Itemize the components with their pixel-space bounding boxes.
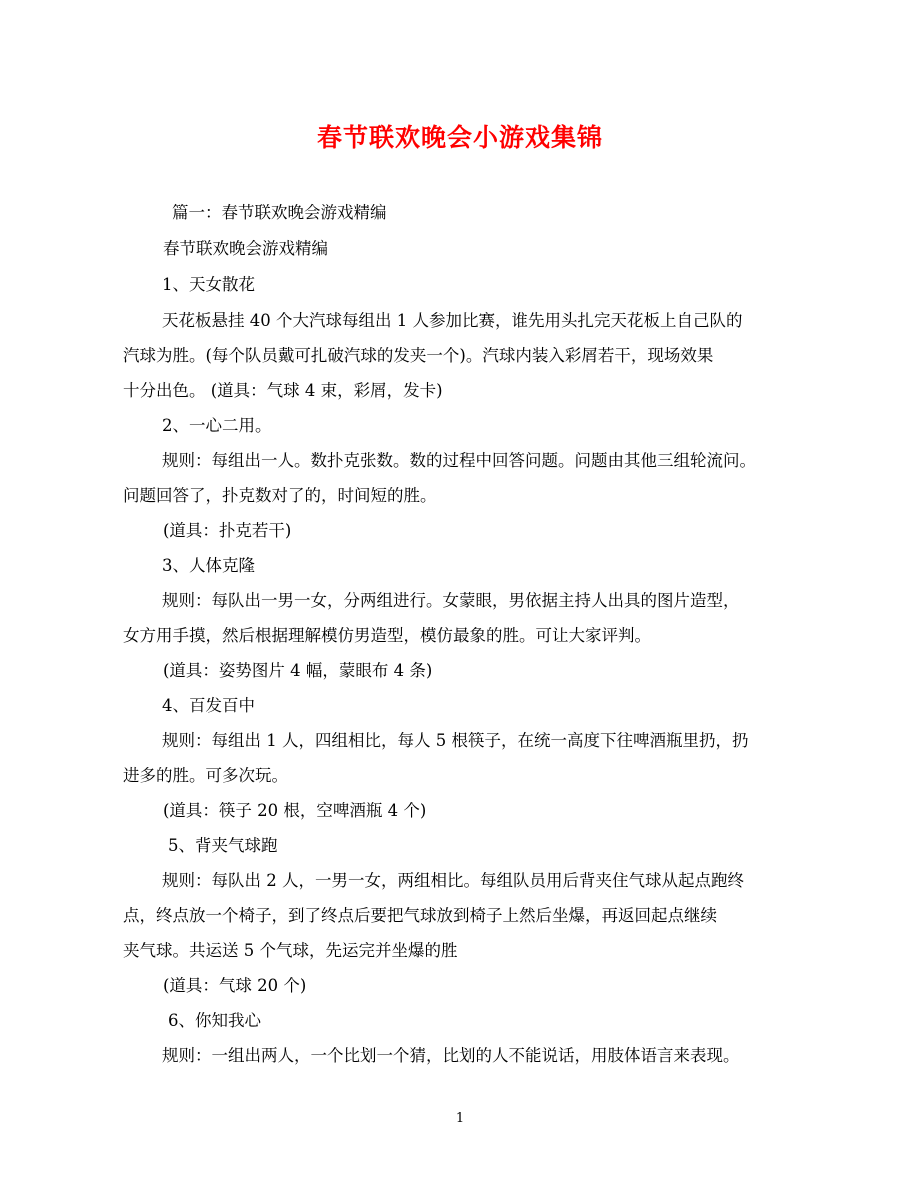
paragraph-line: 女方用手摸，然后根据理解模仿男造型，模仿最象的胜。可让大家评判。 — [123, 626, 651, 645]
props-line: (道具：筷子 20 根，空啤酒瓶 4 个) — [163, 801, 427, 820]
props-line: (道具：扑克若干) — [163, 521, 292, 540]
paragraph-line: 点，终点放一个椅子，到了终点后要把气球放到椅子上然后坐爆，再返回起点继续 — [123, 906, 717, 925]
subheading: 春节联欢晚会游戏精编 — [163, 239, 328, 258]
paragraph-line: 汽球为胜。(每个队员戴可扎破汽球的发夹一个)。汽球内装入彩屑若干，现场效果 — [123, 346, 714, 365]
paragraph-line: 规则：每组出一人。数扑克张数。数的过程中回答问题。问题由其他三组轮流问。 — [162, 451, 756, 470]
paragraph-line: 规则：每队出一男一女，分两组进行。女蒙眼，男依据主持人出具的图片造型， — [162, 591, 740, 610]
paragraph-line: 问题回答了，扑克数对了的，时间短的胜。 — [123, 486, 437, 505]
paragraph-line: 规则：每队出 2 人，一男一女，两组相比。每组队员用后背夹住气球从起点跑终 — [162, 871, 744, 890]
game-heading-3: 3、人体克隆 — [162, 556, 255, 575]
document-title: 春节联欢晚会小游戏集锦 — [316, 123, 603, 152]
paragraph-line: 规则：一组出两人，一个比划一个猜，比划的人不能说话，用肢体语言来表现。 — [162, 1046, 740, 1065]
game-heading-2: 2、一心二用。 — [162, 416, 272, 435]
paragraph-line: 规则：每组出 1 人，四组相比，每人 5 根筷子，在统一高度下往啤酒瓶里扔，扔 — [162, 731, 749, 750]
props-line: (道具：姿势图片 4 幅，蒙眼布 4 条) — [163, 661, 433, 680]
paragraph-line: 十分出色。 (道具：气球 4 束，彩屑，发卡) — [123, 381, 443, 400]
game-heading-6: 6、你知我心 — [168, 1011, 261, 1030]
section-heading: 篇一：春节联欢晚会游戏精编 — [172, 203, 387, 222]
game-heading-4: 4、百发百中 — [162, 696, 255, 715]
paragraph-line: 天花板悬挂 40 个大汽球每组出 1 人参加比赛，谁先用头扎完天花板上自己队的 — [162, 311, 743, 330]
paragraph-line: 夹气球。共运送 5 个气球，先运完并坐爆的胜 — [123, 941, 458, 960]
props-line: (道具：气球 20 个) — [163, 976, 307, 995]
paragraph-line: 进多的胜。可多次玩。 — [123, 766, 288, 785]
game-heading-1: 1、天女散花 — [162, 275, 255, 294]
page-number: 1 — [455, 1111, 465, 1126]
game-heading-5: 5、背夹气球跑 — [168, 836, 278, 855]
